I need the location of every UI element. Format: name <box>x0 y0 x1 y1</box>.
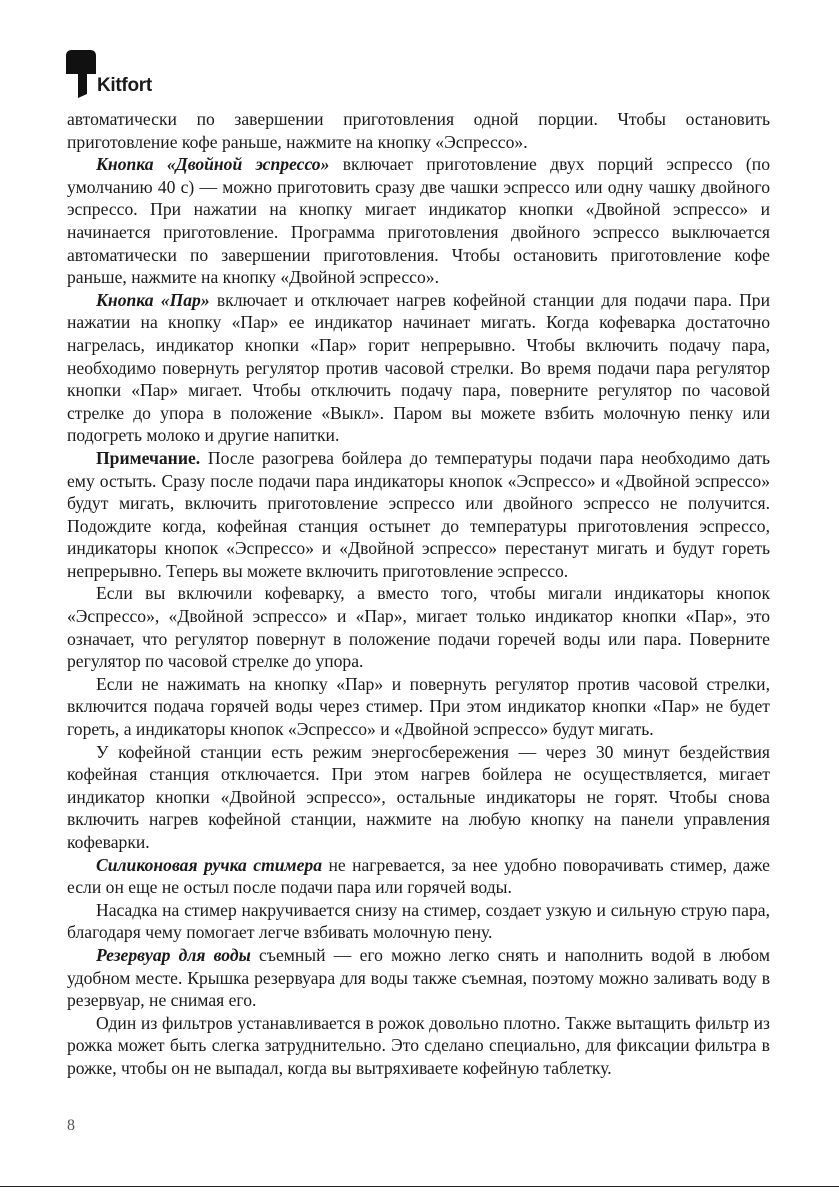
paragraph-text: включает и отключает нагрев кофейной станции для подачи пара. При нажатии на кнопку «Пар» ее индикатор начинает мигать. Когда кофеварка достаточно нагрелась, индикатор кнопки «Пар» горит непрерывно. Чтобы включить подачу пара, необходимо повернуть регулятор против часовой стрелки. Во время подачи пара регулятор кнопки «Пар» мигает. Чтобы отключить подачу пара, поверните регулятор по часовой стрелке до упора в положение «Выкл». Паром вы можете взбить молочную пенку или подогреть молоко и другие напитки. <box>67 289 770 446</box>
page-number: 8 <box>67 1117 75 1134</box>
paragraph-steam-button <box>67 289 770 447</box>
paragraph-steamer-nozzle <box>67 899 770 944</box>
paragraph-lead: Силиконовая ручка стимера <box>96 854 323 875</box>
paragraph-text: включает приготовление двух порций эспрессо (по умолчанию 40 с) — можно приготовить сразу две чашки эспрессо или одну чашку двойного эспрессо. При нажатии на кнопку мигает индикатор кнопки «Двойной эспрессо» и начинается приготовление. Программа приготовления двойного эспрессо выключается автоматически по завершении приготовления. Чтобы остановить приготовление кофе раньше, нажмите на кнопку «Двойной эспрессо». <box>67 154 770 288</box>
brand-name: Kitfort <box>97 75 152 96</box>
paragraph-text: После разогрева бойлера до температуры подачи пара необходимо дать ему остыть. Сразу после подачи пара индикаторы кнопок «Эспрессо» и «Двойной эспрессо» будут мигать, включить приготовление эспрессо или двойного эспрессо не получится. Подождите когда, кофейная станция остынет до температуры приготовления эспрессо, индикаторы кнопок «Эспрессо» и «Двойной эспрессо» перестанут мигать и будут гореть непрерывно. Теперь вы можете включить приготовление эспрессо. <box>67 447 770 581</box>
brand-logo <box>66 50 176 98</box>
body-text <box>67 108 770 1080</box>
paragraph-lead: Примечание. <box>96 447 201 468</box>
paragraph-indicators <box>67 582 770 672</box>
paragraph-text: Если не нажимать на кнопку «Пар» и повернуть регулятор против часовой стрелки, включится подача горячей воды через стимер. При этом индикатор кнопки «Пар» не будет гореть, а индикаторы кнопок «Эспрессо» и «Двойной эспрессо» будут мигать. <box>67 673 770 740</box>
paragraph-1 <box>67 108 770 153</box>
paragraph-double-espresso <box>67 153 770 289</box>
paragraph-filter <box>67 1012 770 1080</box>
paragraph-text: У кофейной станции есть режим энергосбережения — через 30 минут бездействия кофейная станция отключается. При этом нагрев бойлера не осуществляется, мигает индикатор кнопки «Двойной эспрессо», остальные индикаторы не горят. Чтобы снова включить нагрев кофейной станции, нажмите на любую кнопку на панели управления кофеварки. <box>67 741 770 852</box>
paragraph-note <box>67 447 770 583</box>
paragraph-text: Один из фильтров устанавливается в рожок довольно плотно. Также вытащить фильтр из рожка может быть слегка затруднительно. Это сделано специально, для фиксации фильтра в рожке, чтобы он не выпадал, когда вы вытряхиваете кофейную таблетку. <box>67 1012 770 1078</box>
paragraph-water-tank <box>67 944 770 1012</box>
paragraph-hot-water <box>67 673 770 741</box>
paragraph-text: Насадка на стимер накручивается снизу на стимер, создает узкую и сильную струю пара, благодаря чему помогает легче взбивать молочную пену. <box>67 899 770 943</box>
paragraph-lead: Кнопка «Пар» <box>96 289 210 310</box>
brand-logo-mark-icon <box>66 50 96 98</box>
paragraph-text: не нагревается, за нее удобно поворачивать стимер, даже если он еще не остыл после подачи пара или горячей воды. <box>67 854 770 898</box>
paragraph-text: съемный — его можно легко снять и наполнить водой в любом удобном месте. Крышка резервуара для воды также съемная, поэтому можно заливать воду в резервуар, не снимая его. <box>67 944 770 1011</box>
paragraph-lead: Резервуар для воды <box>96 944 251 965</box>
paragraph-energy-saving <box>67 741 770 854</box>
paragraph-lead: Кнопка «Двойной эспрессо» <box>96 154 330 175</box>
paragraph-text: Если вы включили кофеварку, а вместо того, чтобы мигали индикаторы кнопок «Эспрессо», «Двойной эспрессо» и «Пар», мигает только индикатор кнопки «Пар», это означает, что регулятор повернут в положение подачи горечей воды или пара. Поверните регулятор по часовой стрелке до упора. <box>67 583 770 672</box>
bottom-divider <box>0 1186 839 1187</box>
paragraph-steamer-handle <box>67 854 770 899</box>
paragraph-text: автоматически по завершении приготовления одной порции. Чтобы остановить приготовление кофе раньше, нажмите на кнопку «Эспрессо». <box>67 109 770 152</box>
